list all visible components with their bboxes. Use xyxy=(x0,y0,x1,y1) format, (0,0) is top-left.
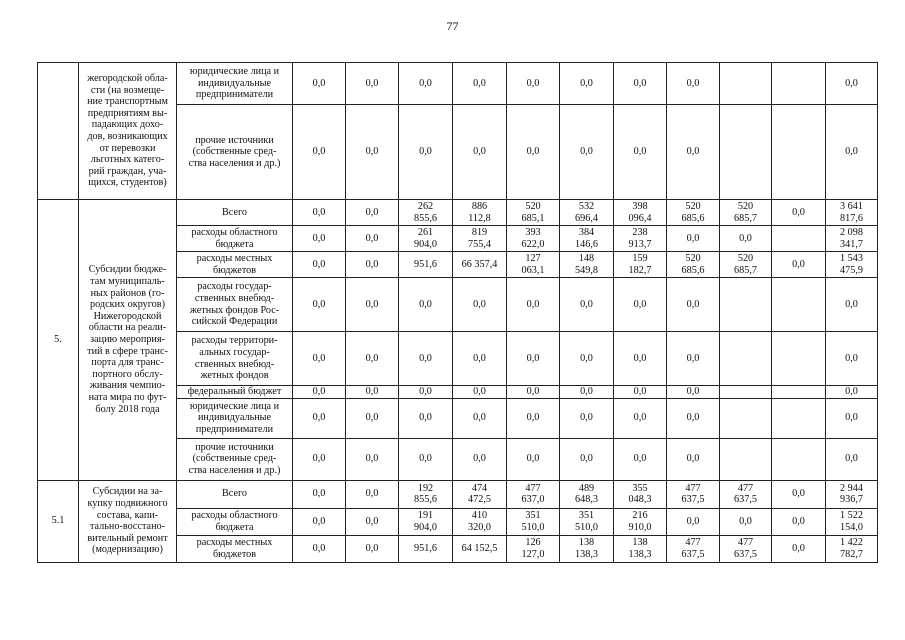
value-cell: 0,0 xyxy=(346,226,399,252)
value-cell: 0,0 xyxy=(399,438,453,480)
value-cell: 0,0 xyxy=(453,386,507,399)
value-cell: 0,0 xyxy=(507,63,560,105)
value-cell xyxy=(720,386,772,399)
value-cell: 477 637,5 xyxy=(720,535,772,562)
value-cell xyxy=(720,438,772,480)
value-cell: 520 685,6 xyxy=(667,252,720,278)
value-cell: 0,0 xyxy=(826,105,878,200)
value-cell: 0,0 xyxy=(293,508,346,535)
value-cell: 477 637,5 xyxy=(720,480,772,508)
value-cell: 0,0 xyxy=(772,200,826,226)
value-cell: 520 685,7 xyxy=(720,252,772,278)
value-cell: 64 152,5 xyxy=(453,535,507,562)
value-cell: 520 685,7 xyxy=(720,200,772,226)
value-cell: 0,0 xyxy=(399,63,453,105)
value-cell: 0,0 xyxy=(453,438,507,480)
value-cell: 0,0 xyxy=(346,252,399,278)
funding-source: юридические лица и индивидуальные предприниматели xyxy=(177,63,293,105)
funding-source: расходы областного бюджета xyxy=(177,226,293,252)
funding-source: расходы государ- ственных внебюд- жетных фондов Рос- сийской Федерации xyxy=(177,278,293,332)
value-cell: 0,0 xyxy=(560,398,614,438)
value-cell: 520 685,6 xyxy=(667,200,720,226)
value-cell: 355 048,3 xyxy=(614,480,667,508)
value-cell: 0,0 xyxy=(399,398,453,438)
value-cell: 138 138,3 xyxy=(614,535,667,562)
value-cell: 2 098 341,7 xyxy=(826,226,878,252)
measure-description: жегородской обла- сти (на возмеще- ние транспортным предприятиям вы- падающих дохо- дов, возникающих от перевозки льготных катего- рий граждан, уча- щихся, студентов) xyxy=(79,63,177,200)
value-cell: 0,0 xyxy=(346,508,399,535)
value-cell: 351 510,0 xyxy=(507,508,560,535)
value-cell: 127 063,1 xyxy=(507,252,560,278)
value-cell: 0,0 xyxy=(667,438,720,480)
value-cell xyxy=(772,386,826,399)
value-cell: 0,0 xyxy=(560,105,614,200)
value-cell: 532 696,4 xyxy=(560,200,614,226)
value-cell: 0,0 xyxy=(826,278,878,332)
value-cell: 0,0 xyxy=(293,480,346,508)
value-cell: 951,6 xyxy=(399,535,453,562)
value-cell: 192 855,6 xyxy=(399,480,453,508)
value-cell: 191 904,0 xyxy=(399,508,453,535)
value-cell: 410 320,0 xyxy=(453,508,507,535)
value-cell: 0,0 xyxy=(293,200,346,226)
table-row xyxy=(38,63,878,105)
value-cell xyxy=(720,278,772,332)
value-cell: 0,0 xyxy=(772,480,826,508)
value-cell: 0,0 xyxy=(667,508,720,535)
value-cell: 0,0 xyxy=(293,398,346,438)
value-cell: 0,0 xyxy=(293,252,346,278)
value-cell: 0,0 xyxy=(453,63,507,105)
value-cell: 393 622,0 xyxy=(507,226,560,252)
value-cell: 126 127,0 xyxy=(507,535,560,562)
value-cell xyxy=(772,332,826,386)
value-cell: 0,0 xyxy=(667,398,720,438)
value-cell xyxy=(720,105,772,200)
funding-source: расходы местных бюджетов xyxy=(177,252,293,278)
funding-source: расходы территори- альных государ- ственных внебюд- жетных фондов xyxy=(177,332,293,386)
value-cell: 262 855,6 xyxy=(399,200,453,226)
value-cell xyxy=(772,63,826,105)
value-cell: 0,0 xyxy=(507,105,560,200)
value-cell: 238 913,7 xyxy=(614,226,667,252)
value-cell: 474 472,5 xyxy=(453,480,507,508)
value-cell: 0,0 xyxy=(346,105,399,200)
row-number xyxy=(38,63,79,200)
value-cell xyxy=(772,105,826,200)
value-cell: 351 510,0 xyxy=(560,508,614,535)
funding-source: расходы местных бюджетов xyxy=(177,535,293,562)
value-cell: 0,0 xyxy=(346,63,399,105)
funding-source: Всего xyxy=(177,200,293,226)
value-cell: 66 357,4 xyxy=(453,252,507,278)
value-cell: 489 648,3 xyxy=(560,480,614,508)
funding-source: прочие источники (собственные сред- ства населения и др.) xyxy=(177,105,293,200)
value-cell: 0,0 xyxy=(560,438,614,480)
table-row xyxy=(38,200,878,226)
value-cell: 384 146,6 xyxy=(560,226,614,252)
value-cell: 0,0 xyxy=(560,63,614,105)
value-cell: 148 549,8 xyxy=(560,252,614,278)
value-cell: 0,0 xyxy=(667,105,720,200)
value-cell: 477 637,5 xyxy=(667,535,720,562)
value-cell: 0,0 xyxy=(614,386,667,399)
value-cell: 0,0 xyxy=(667,63,720,105)
value-cell: 216 910,0 xyxy=(614,508,667,535)
value-cell: 398 096,4 xyxy=(614,200,667,226)
row-number: 5. xyxy=(38,200,79,481)
value-cell: 477 637,0 xyxy=(507,480,560,508)
value-cell: 520 685,1 xyxy=(507,200,560,226)
value-cell: 886 112,8 xyxy=(453,200,507,226)
measure-description: Субсидии бюдже- там муниципаль- ных районов (го- родских округов) Нижегородской области на реали- зацию мероприя- тий в сфере транс- порта для транс- портного обслу- живания чемпио- ната мира по фут- болу 2018 года xyxy=(79,200,177,481)
budget-table xyxy=(37,62,878,563)
value-cell xyxy=(720,332,772,386)
value-cell: 0,0 xyxy=(560,332,614,386)
value-cell: 0,0 xyxy=(560,386,614,399)
value-cell: 0,0 xyxy=(453,398,507,438)
value-cell: 0,0 xyxy=(614,105,667,200)
table-row xyxy=(38,480,878,508)
funding-source: расходы областного бюджета xyxy=(177,508,293,535)
page-number: 77 xyxy=(446,19,459,33)
value-cell: 0,0 xyxy=(614,398,667,438)
value-cell: 0,0 xyxy=(293,63,346,105)
value-cell: 0,0 xyxy=(346,398,399,438)
value-cell: 477 637,5 xyxy=(667,480,720,508)
value-cell xyxy=(772,438,826,480)
value-cell: 0,0 xyxy=(346,438,399,480)
value-cell: 951,6 xyxy=(399,252,453,278)
funding-source: юридические лица и индивидуальные предприниматели xyxy=(177,398,293,438)
value-cell: 1 543 475,9 xyxy=(826,252,878,278)
value-cell: 0,0 xyxy=(667,226,720,252)
value-cell: 1 522 154,0 xyxy=(826,508,878,535)
value-cell: 0,0 xyxy=(614,438,667,480)
value-cell: 0,0 xyxy=(346,200,399,226)
value-cell: 159 182,7 xyxy=(614,252,667,278)
measure-description: Субсидии на за- купку подвижного состава, капи- тально-восстано- вительный ремонт (модернизацию) xyxy=(79,480,177,562)
value-cell: 0,0 xyxy=(826,438,878,480)
value-cell: 0,0 xyxy=(293,332,346,386)
value-cell xyxy=(772,226,826,252)
row-number: 5.1 xyxy=(38,480,79,562)
value-cell: 0,0 xyxy=(399,386,453,399)
value-cell: 0,0 xyxy=(720,226,772,252)
value-cell: 0,0 xyxy=(346,332,399,386)
value-cell: 0,0 xyxy=(826,398,878,438)
value-cell: 0,0 xyxy=(346,535,399,562)
value-cell: 819 755,4 xyxy=(453,226,507,252)
value-cell: 0,0 xyxy=(507,438,560,480)
value-cell: 0,0 xyxy=(399,105,453,200)
value-cell: 0,0 xyxy=(614,278,667,332)
value-cell xyxy=(772,398,826,438)
value-cell xyxy=(720,63,772,105)
value-cell: 0,0 xyxy=(346,278,399,332)
value-cell: 261 904,0 xyxy=(399,226,453,252)
value-cell: 0,0 xyxy=(507,398,560,438)
value-cell: 0,0 xyxy=(826,332,878,386)
funding-source: Всего xyxy=(177,480,293,508)
value-cell xyxy=(720,398,772,438)
value-cell: 0,0 xyxy=(507,332,560,386)
value-cell: 138 138,3 xyxy=(560,535,614,562)
value-cell: 0,0 xyxy=(507,278,560,332)
value-cell: 0,0 xyxy=(667,386,720,399)
value-cell: 0,0 xyxy=(453,278,507,332)
value-cell: 0,0 xyxy=(614,63,667,105)
value-cell: 0,0 xyxy=(293,386,346,399)
value-cell: 0,0 xyxy=(614,332,667,386)
funding-source: федеральный бюджет xyxy=(177,386,293,399)
value-cell: 0,0 xyxy=(293,438,346,480)
value-cell: 0,0 xyxy=(293,105,346,200)
value-cell: 0,0 xyxy=(667,332,720,386)
value-cell: 0,0 xyxy=(346,480,399,508)
value-cell: 0,0 xyxy=(293,226,346,252)
value-cell: 0,0 xyxy=(453,332,507,386)
value-cell: 0,0 xyxy=(399,278,453,332)
value-cell xyxy=(772,278,826,332)
value-cell: 0,0 xyxy=(667,278,720,332)
value-cell: 0,0 xyxy=(293,535,346,562)
value-cell: 3 641 817,6 xyxy=(826,200,878,226)
value-cell: 0,0 xyxy=(453,105,507,200)
value-cell: 0,0 xyxy=(293,278,346,332)
value-cell: 0,0 xyxy=(772,252,826,278)
value-cell: 0,0 xyxy=(772,508,826,535)
value-cell: 0,0 xyxy=(772,535,826,562)
value-cell: 0,0 xyxy=(826,63,878,105)
value-cell: 0,0 xyxy=(560,278,614,332)
value-cell: 1 422 782,7 xyxy=(826,535,878,562)
value-cell: 0,0 xyxy=(346,386,399,399)
value-cell: 0,0 xyxy=(399,332,453,386)
value-cell: 0,0 xyxy=(720,508,772,535)
funding-source: прочие источники (собственные сред- ства населения и др.) xyxy=(177,438,293,480)
value-cell: 0,0 xyxy=(826,386,878,399)
value-cell: 0,0 xyxy=(507,386,560,399)
value-cell: 2 944 936,7 xyxy=(826,480,878,508)
